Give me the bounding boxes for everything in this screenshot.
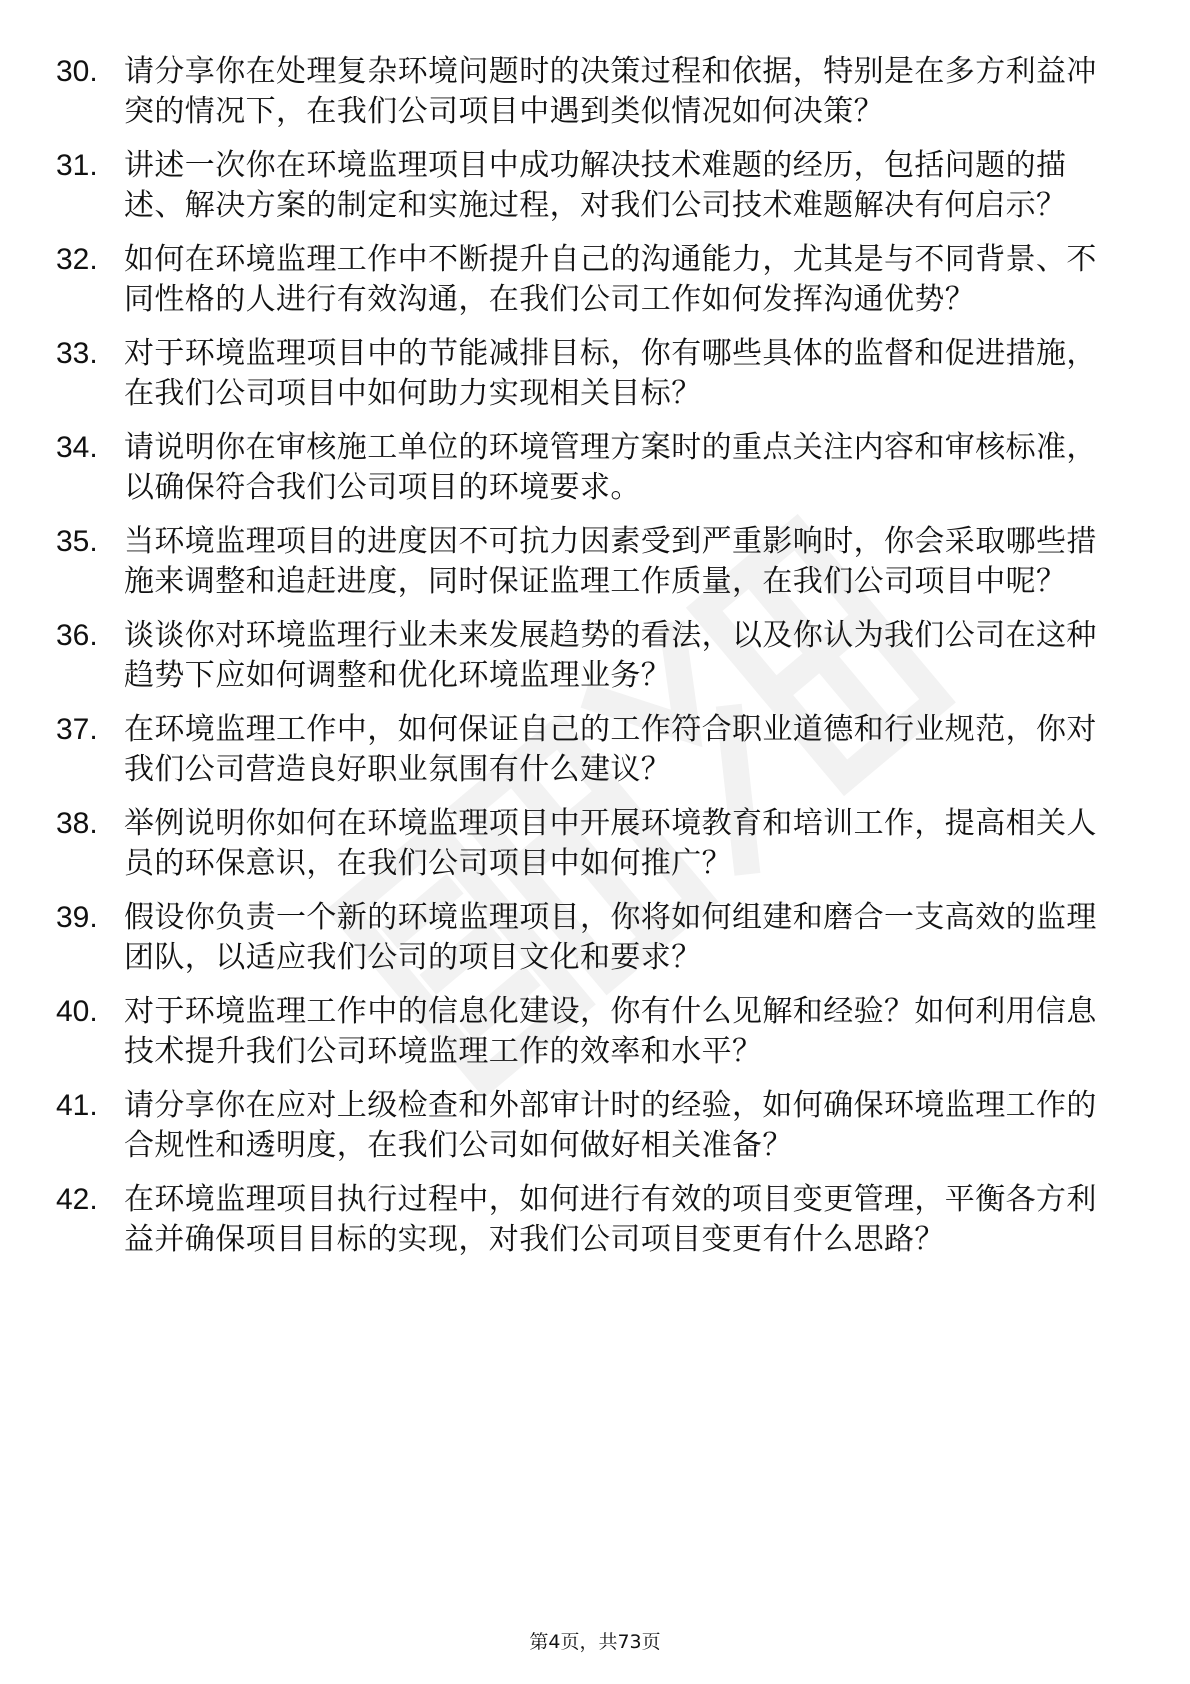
question-text: 在环境监理工作中，如何保证自己的工作符合职业道德和行业规范，你对我们公司营造良好职业氛围有什么建议？ — [124, 712, 1097, 787]
question-text: 假设你负责一个新的环境监理项目，你将如何组建和磨合一支高效的监理团队，以适应我们公司的项目文化和要求？ — [124, 900, 1097, 975]
question-number: 38. — [56, 807, 98, 840]
question-text: 请说明你在审核施工单位的环境管理方案时的重点关注内容和审核标准，以确保符合我们公司项目的环境要求。 — [124, 430, 1097, 505]
question-number: 40. — [56, 995, 98, 1028]
question-number: 30. — [56, 55, 98, 88]
question-number: 39. — [56, 901, 98, 934]
question-item — [56, 710, 1116, 789]
question-number: 35. — [56, 525, 98, 558]
question-item — [56, 1180, 1116, 1259]
question-item — [56, 804, 1116, 883]
question-number: 34. — [56, 431, 98, 464]
question-item — [56, 334, 1116, 413]
question-number: 41. — [56, 1089, 98, 1122]
question-text: 对于环境监理工作中的信息化建设，你有什么见解和经验？如何利用信息技术提升我们公司环境监理工作的效率和水平？ — [124, 994, 1097, 1069]
question-number: 32. — [56, 243, 98, 276]
question-text: 如何在环境监理工作中不断提升自己的沟通能力，尤其是与不同背景、不同性格的人进行有效沟通，在我们公司工作如何发挥沟通优势？ — [124, 242, 1097, 317]
page-footer: 第4页，共73页 — [529, 1631, 661, 1653]
question-item — [56, 52, 1116, 131]
question-item — [56, 616, 1116, 695]
question-item — [56, 898, 1116, 977]
question-text: 当环境监理项目的进度因不可抗力因素受到严重影响时，你会采取哪些措施来调整和追赶进度，同时保证监理工作质量，在我们公司项目中呢？ — [124, 524, 1097, 599]
question-text: 谈谈你对环境监理行业未来发展趋势的看法，以及你认为我们公司在这种趋势下应如何调整和优化环境监理业务？ — [124, 618, 1097, 693]
question-text: 请分享你在应对上级检查和外部审计时的经验，如何确保环境监理工作的合规性和透明度，在我们公司如何做好相关准备？ — [124, 1088, 1097, 1163]
question-text: 讲述一次你在环境监理项目中成功解决技术难题的经历，包括问题的描述、解决方案的制定和实施过程，对我们公司技术难题解决有何启示？ — [124, 148, 1067, 223]
question-item — [56, 146, 1116, 225]
question-item — [56, 1086, 1116, 1165]
question-text: 请分享你在处理复杂环境问题时的决策过程和依据，特别是在多方利益冲突的情况下，在我们公司项目中遇到类似情况如何决策？ — [124, 54, 1097, 129]
question-number: 36. — [56, 619, 98, 652]
question-number: 42. — [56, 1183, 98, 1216]
question-item — [56, 992, 1116, 1071]
question-item — [56, 522, 1116, 601]
question-text: 在环境监理项目执行过程中，如何进行有效的项目变更管理，平衡各方利益并确保项目目标的实现，对我们公司项目变更有什么思路？ — [124, 1182, 1097, 1257]
question-number: 33. — [56, 337, 98, 370]
question-item — [56, 428, 1116, 507]
question-item — [56, 240, 1116, 319]
question-text: 对于环境监理项目中的节能减排目标，你有哪些具体的监督和促进措施，在我们公司项目中如何助力实现相关目标？ — [124, 336, 1097, 411]
question-list — [56, 52, 1116, 1274]
question-number: 37. — [56, 713, 98, 746]
question-number: 31. — [56, 149, 98, 182]
question-text: 举例说明你如何在环境监理项目中开展环境教育和培训工作，提高相关人员的环保意识，在我们公司项目中如何推广？ — [124, 806, 1097, 881]
